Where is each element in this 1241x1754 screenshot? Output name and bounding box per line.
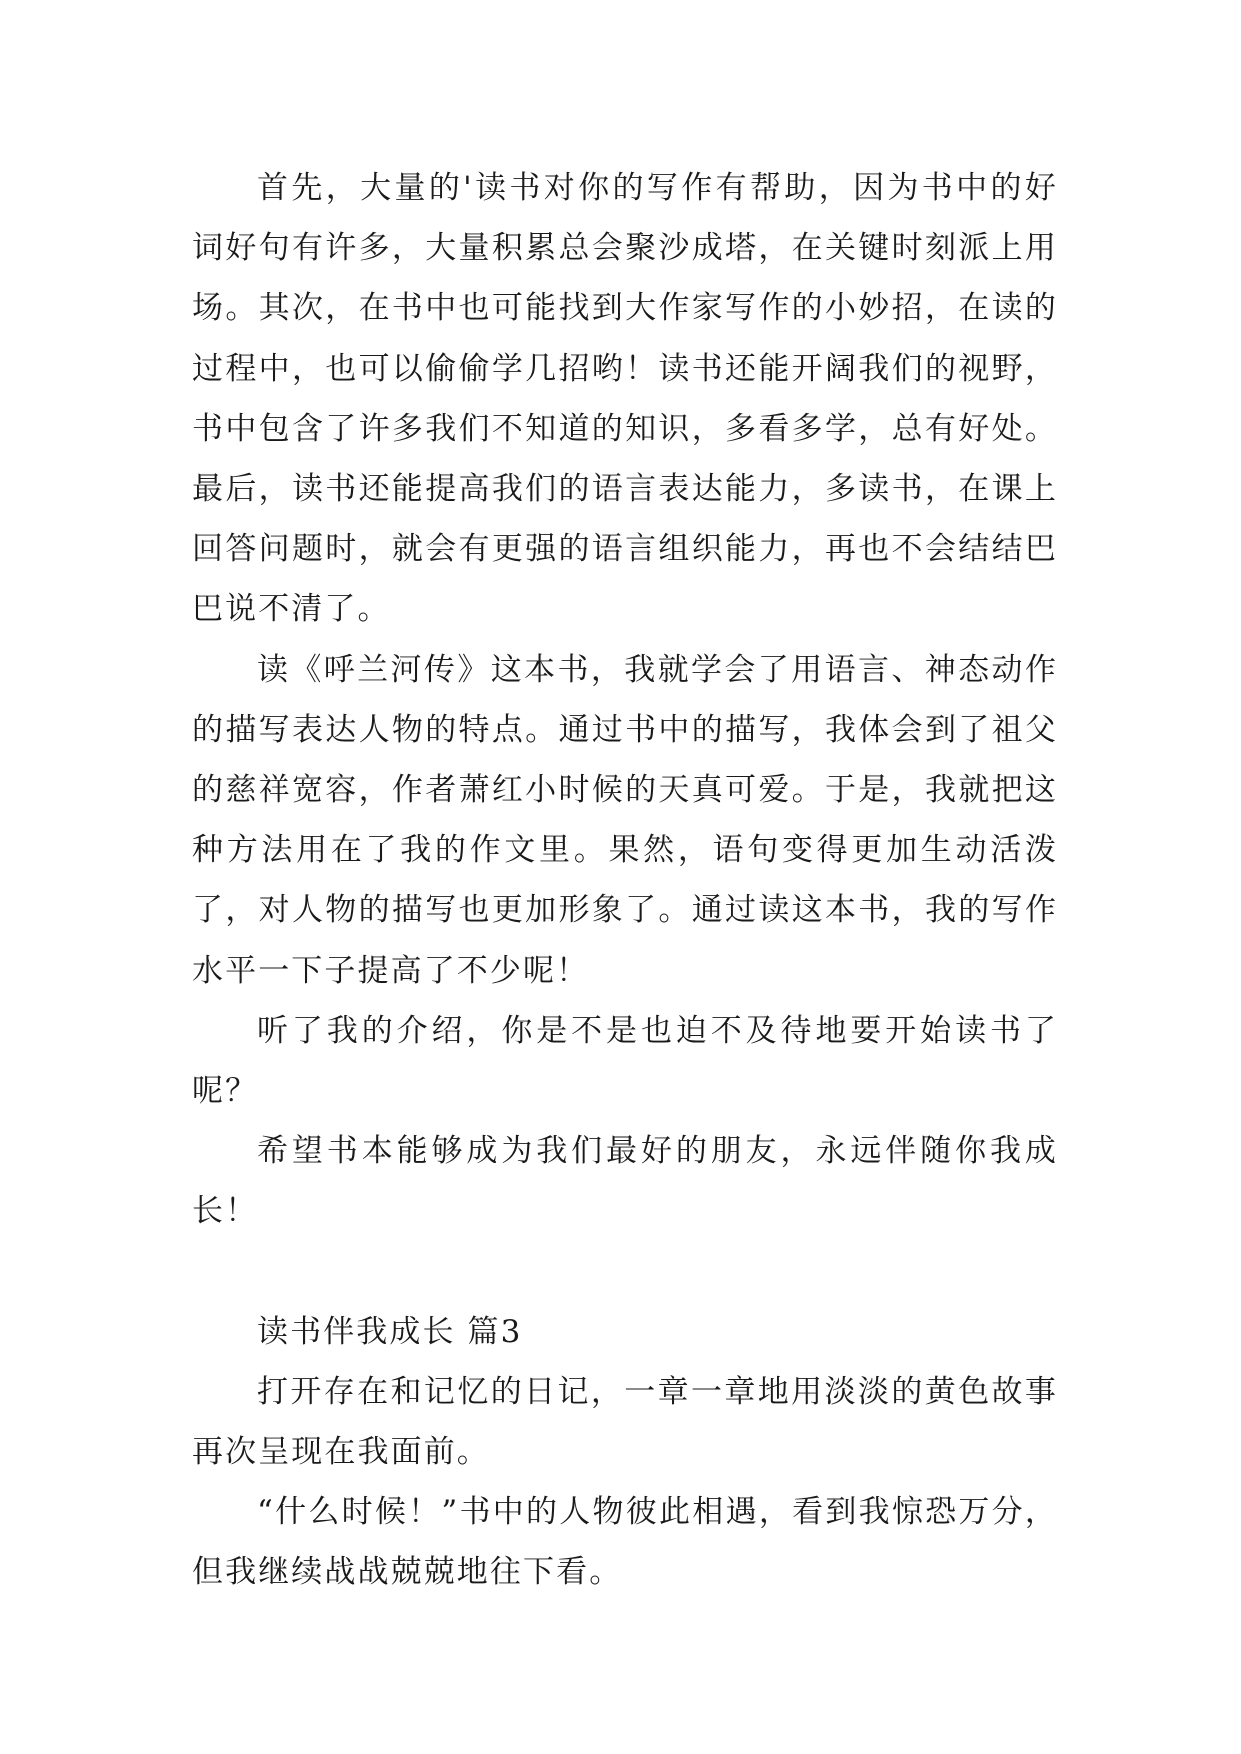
paragraph-diary: 打开存在和记忆的日记，一章一章地用淡淡的黄色故事再次呈现在我面前。: [192, 1373, 1058, 1471]
section-heading: 读书伴我成长 篇3: [257, 1313, 523, 1350]
paragraph-benefits: 首先，大量的'读书对你的写作有帮助，因为书中的好词好句有许多，大量积累总会聚沙成塔，在关键时刻派上用场。其次，在书中也可能找到大作家写作的小妙招，在读的过程中，也可以偷偷学几招哟！读书还能开阔我们的视野，书中包含了许多我们不知道的知识，多看多学，总有好处。最后，读书还能提高我们的语言表达能力，多读书，在课上回答问题时，就会有更强的语言组织能力，再也不会结结巴巴说不清了。: [192, 170, 1058, 628]
paragraph-wish: 希望书本能够成为我们最好的朋友，永远伴随你我成长！: [192, 1133, 1058, 1230]
paragraph-encounter: “什么时候！”书中的人物彼此相遇，看到我惊恐万分，但我继续战战兢兢地往下看。: [192, 1494, 1058, 1591]
paragraph-invitation: 听了我的介绍，你是不是也迫不及待地要开始读书了呢？: [192, 1012, 1058, 1110]
paragraph-hulanhe: 读《呼兰河传》这本书，我就学会了用语言、神态动作的描写表达人物的特点。通过书中的描写，我体会到了祖父的慈祥宽容，作者萧红小时候的天真可爱。于是，我就把这种方法用在了我的作文里。果然，语句变得更加生动活泼了，对人物的描写也更加形象了。通过读这本书，我的写作水平一下子提高了不少呢！: [192, 651, 1058, 989]
document-body: [192, 158, 1058, 1603]
section-gap: [192, 1242, 1058, 1302]
